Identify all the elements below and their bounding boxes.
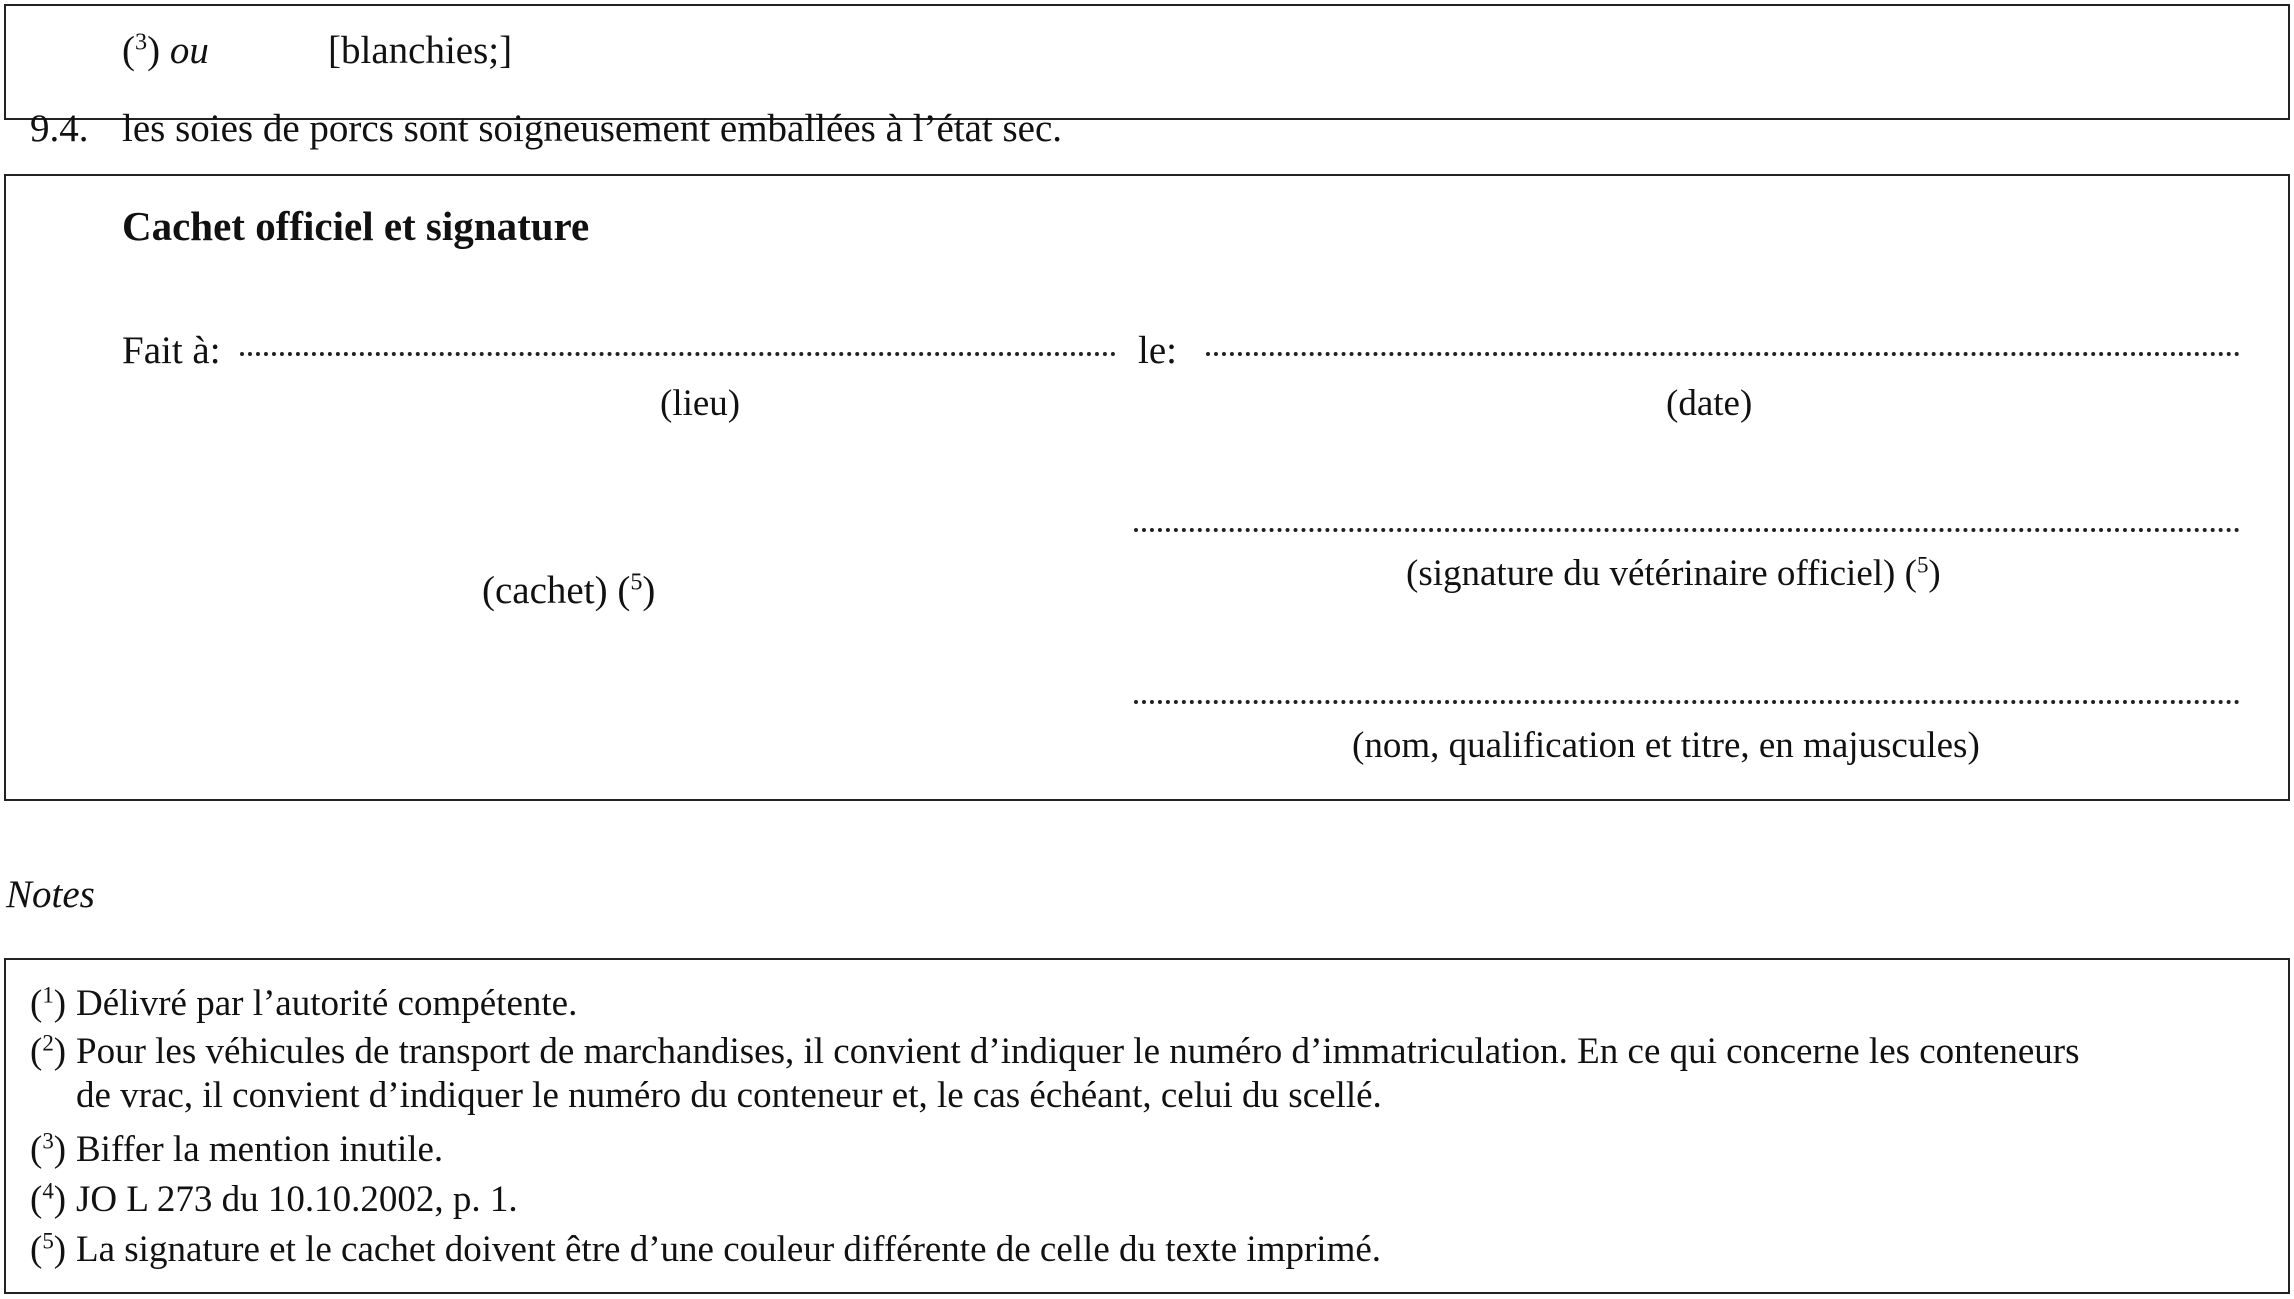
stamp-ref-open: (: [617, 569, 631, 612]
signature-caption-line: [1406, 552, 1941, 595]
stamp-caption-line: [482, 568, 655, 613]
place-dotted-line: [240, 352, 1116, 356]
note-4-ref: 4: [42, 1178, 54, 1204]
note-5-close: ): [53, 1229, 67, 1270]
place-label: Fait à:: [122, 329, 221, 372]
item-number: 9.4.: [30, 107, 89, 150]
note-1-text: Délivré par l’autorité compétente.: [76, 983, 578, 1024]
note-2-ref: 2: [42, 1030, 54, 1056]
date-label: le:: [1138, 329, 1177, 372]
note-ref-open: (: [122, 29, 135, 72]
note-4: [30, 1178, 66, 1221]
note-2-close: ): [53, 1031, 67, 1072]
note-3-close: ): [53, 1129, 67, 1170]
note-3-open: (: [30, 1129, 43, 1170]
signature-caption: (signature du vétérinaire officiel): [1406, 553, 1896, 594]
note-1: [30, 982, 66, 1025]
note-1-close: ): [53, 983, 67, 1024]
note-5-open: (: [30, 1229, 43, 1270]
signature-note-ref: 5: [1916, 552, 1929, 578]
note-1-ref: 1: [42, 982, 54, 1008]
note-3-text: Biffer la mention inutile.: [76, 1129, 444, 1170]
notes-heading: Notes: [6, 873, 95, 916]
note-3-ref: 3: [42, 1128, 54, 1154]
note-4-open: (: [30, 1179, 43, 1220]
note-4-close: ): [53, 1179, 67, 1220]
note-5: [30, 1228, 66, 1271]
stamp-ref-close: ): [642, 569, 656, 612]
note-5-ref: 5: [42, 1228, 54, 1254]
place-caption: (lieu): [660, 383, 741, 424]
name-caption: (nom, qualification et titre, en majuscules): [1352, 725, 1980, 766]
item-text: les soies de porcs sont soigneusement emballées à l’état sec.: [122, 107, 1063, 150]
signature-heading: Cachet officiel et signature: [122, 203, 590, 249]
signature-ref-close: ): [1928, 553, 1941, 594]
note-2-line2: de vrac, il convient d’indiquer le numéro du conteneur et, le cas échéant, celui du scellé.: [76, 1075, 1382, 1116]
name-dotted-line: [1134, 700, 2240, 704]
note-2-line1: Pour les véhicules de transport de marchandises, il convient d’indiquer le numéro d’immatriculation. En ce qui concerne les conteneurs: [76, 1031, 2080, 1072]
stamp-caption: (cachet): [482, 569, 608, 612]
note-5-text: La signature et le cachet doivent être d’une couleur différente de celle du texte imprimé.: [76, 1229, 1382, 1270]
date-caption: (date): [1666, 383, 1753, 424]
note-2: [30, 1030, 66, 1073]
stamp-note-ref: 5: [630, 568, 643, 596]
note-ref-close: ): [147, 29, 161, 72]
note-4-text: JO L 273 du 10.10.2002, p. 1.: [76, 1179, 518, 1220]
option-line: [122, 28, 209, 73]
note-2-open: (: [30, 1031, 43, 1072]
note-ref-3: 3: [135, 28, 148, 56]
note-1-open: (: [30, 983, 43, 1024]
option-ou: ou: [169, 29, 209, 72]
date-dotted-line: [1206, 352, 2240, 356]
signature-dotted-line: [1134, 528, 2240, 532]
signature-box: [4, 174, 2290, 801]
note-3: [30, 1128, 66, 1171]
option-text: [blanchies;]: [328, 29, 513, 72]
signature-ref-open: (: [1904, 553, 1917, 594]
